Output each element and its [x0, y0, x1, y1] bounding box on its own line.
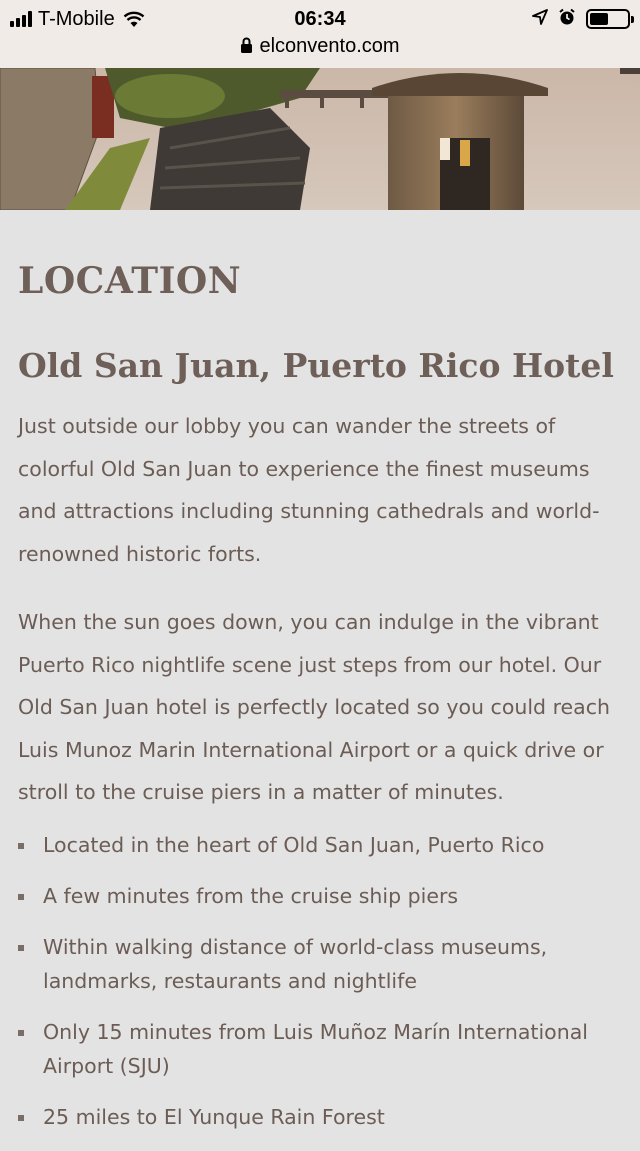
section-title: LOCATION	[18, 260, 242, 302]
bullet-icon	[18, 1030, 24, 1036]
status-bar	[0, 0, 640, 68]
location-arrow-icon	[532, 9, 548, 29]
lock-icon	[240, 36, 253, 60]
list-item	[18, 1100, 622, 1134]
highlights-list	[18, 828, 622, 1151]
nightlife-paragraph: When the sun goes down, you can indulge in the vibrant Puerto Rico nightlife scene just steps from our hotel. Our Old San Juan hotel is perfectly located so you could reach Luis Munoz Marin International Airport or a quick drive or stroll to the cruise piers in a matter of minutes.	[18, 610, 610, 804]
address-bar[interactable]	[0, 34, 640, 60]
list-item-text: A few minutes from the cruise ship piers	[43, 884, 459, 908]
url-text: elconvento.com	[259, 35, 400, 57]
list-item	[18, 879, 622, 913]
list-item	[18, 930, 622, 998]
hero-image	[0, 68, 640, 210]
alarm-icon	[558, 8, 576, 30]
list-item-text: Located in the heart of Old San Juan, Puerto Rico	[43, 833, 545, 857]
bullet-icon	[18, 843, 24, 849]
list-item-text: Only 15 minutes from Luis Muñoz Marín International Airport (SJU)	[43, 1020, 588, 1078]
section-subtitle: Old San Juan, Puerto Rico Hotel	[18, 346, 614, 385]
carrier-name: T-Mobile	[38, 7, 115, 30]
list-item-text: Within walking distance of world-class museums, landmarks, restaurants and nightlife	[43, 935, 548, 993]
intro-paragraph: Just outside our lobby you can wander the streets of colorful Old San Juan to experience the finest museums and attractions including stunning cathedrals and world-renowned historic forts.	[18, 414, 600, 566]
list-item-text: 25 miles to El Yunque Rain Forest	[43, 1105, 385, 1129]
clock-time: 06:34	[294, 8, 346, 30]
battery-icon	[586, 9, 630, 29]
bullet-icon	[18, 894, 24, 900]
list-item	[18, 1015, 622, 1083]
list-item	[18, 828, 622, 862]
bullet-icon	[18, 1115, 24, 1121]
bullet-icon	[18, 945, 24, 951]
